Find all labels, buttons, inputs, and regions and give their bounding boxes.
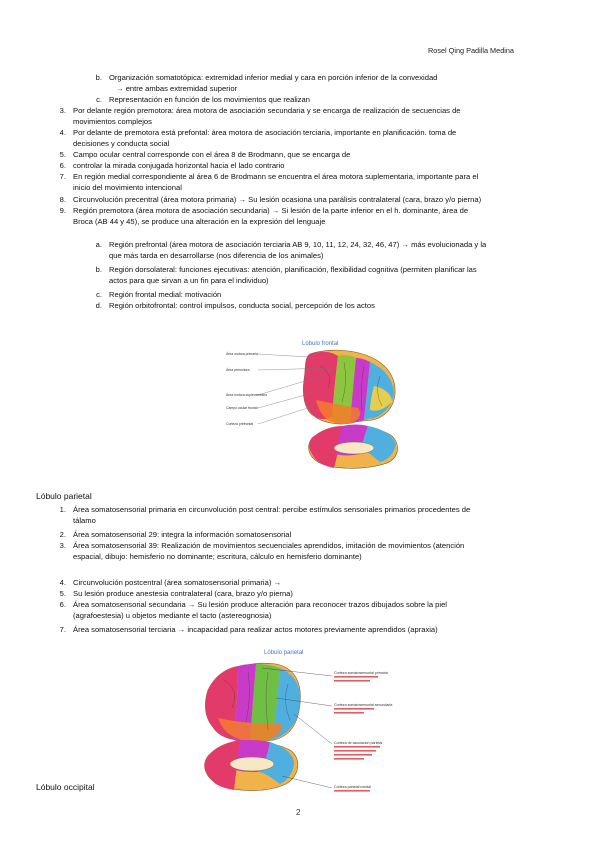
brain-parietal-illustration (196, 644, 408, 804)
parietal-label-3: Corteza parietal medial (334, 785, 371, 789)
frontal-label-3: Campo ocular frontal (226, 406, 258, 410)
sub-item-b-continuation: → entre ambas extremidad superior (116, 84, 238, 93)
parietal-figure-title: Lóbulo parietal (264, 650, 304, 656)
frontal-label-1: Área premotora (226, 368, 250, 372)
parietal-lobe-figure (196, 644, 408, 804)
frontal-label-2: Área motora suplementaria (226, 393, 267, 397)
parietal-label-0: Corteza somatosensorial primaria (334, 671, 388, 675)
document-page: Rosel Qing Padilla Medina b. Organización somatotópica: extremidad inferior medial y cara en porción inferior de la convexidad → entre ambas extremidad superior c. Representación en función de los movimientos que realizan 3. Por delante región premotora: área motora de asociación secundaria y se encarga de realización de secuencias de movimientos complejos 4. Por delante de premotora está prefontal: área motora de asociación terciaria, importante en planificación. toma de decisiones y conducta social 5. Campo ocular central corresponde con el área 8 de Brodmann, que se encarga de 6. controlar la mirada conjugada horizontal hacia el lado contrario 7. En región medial correspondiente al área 6 de Brodmann se encuentra el área motora suplementaria, importante para el inicio del movimiento intencional 8. Circunvolución precentral (área motora primaria) → Su lesión ocasiona una parálisis contralateral (cara, brazo y/o pierna) 9. Región premotora (área motora de asociación secundaria) → Si lesión de la parte inferior en el h. dominante, área de Broca (AB 44 y 45), se produce una alteración en la expresión del lenguaje a. Región prefrontal (área motora de asociación terciaria AB 9, 10, 11, 12, 24, 32, 46, 47) → más evolucionada y la que más tarda en desarrollarse (nos diferencia de los animales) b. Región dorsolateral: funciones ejecutivas: atención, planificación, flexibilidad cognitiva (permiten planificar las actos para que sirvan a un fin para el individuo) c. Región frontal medial: motivación d. Región orbitofrontal: control impulsos, conducta social, percepción de los actos Lóbulo frontal Área motora primaria Área premotora Área motora suplementaria Campo ocular frontal Corteza prefrontal Lóbulo parietal 1. Área somatosensorial primaria en circunvolución post central: percibe estímulos sensoriales primarios procedentes de tálamo 2. Área somatosensorial 29: integra la información somatosensorial 3. Área somatosensorial 39: Realización de movimientos secuenciales aprendidos, imitación de movimientos (atención espacial, dibujo: hemisferio no dominante; escritura, cálculo en hemisferio dominante) 4. Circunvolución postcentral (área somatosensorial primaria) → 5. Su lesión produce anestesia contralateral (cara, brazo y/o pierna) 6. Área somatosensorial secundaria → Su lesión produce alteración para reconocer trazos dibujados sobre la piel (agrafoestesia) u objetos mediante el tacto (astereognosia) 7. Área somatosensorial terciaria → incapacidad para realizar actos motores previamente aprendidos (apraxia) Lóbulo parietal Corteza somatosensorial primaria Corteza somatosensorial secundaria Corteza de asociación parietal Corteza parietal medial Lóbulo occipital 2 (36, 46, 514, 817)
author-name: Rosel Qing Padilla Medina (428, 46, 514, 55)
frontal-label-0: Área motora primaria (226, 352, 258, 356)
frontal-label-4: Corteza prefrontal (226, 422, 254, 426)
parietal-label-1: Corteza somatosensorial secundaria (334, 703, 393, 707)
parietal-label-2: Corteza de asociación parietal (334, 741, 383, 745)
parietal-medial-callosum (230, 757, 274, 771)
page-number: 2 (296, 808, 301, 817)
corpus-callosum (334, 442, 374, 454)
brain-frontal-illustration (224, 336, 404, 470)
section-title-parietal: Lóbulo parietal (36, 491, 92, 501)
frontal-figure-title: Lóbulo frontal (302, 341, 339, 347)
section-title-occipital: Lóbulo occipital (36, 782, 95, 792)
frontal-lobe-figure (224, 336, 404, 470)
